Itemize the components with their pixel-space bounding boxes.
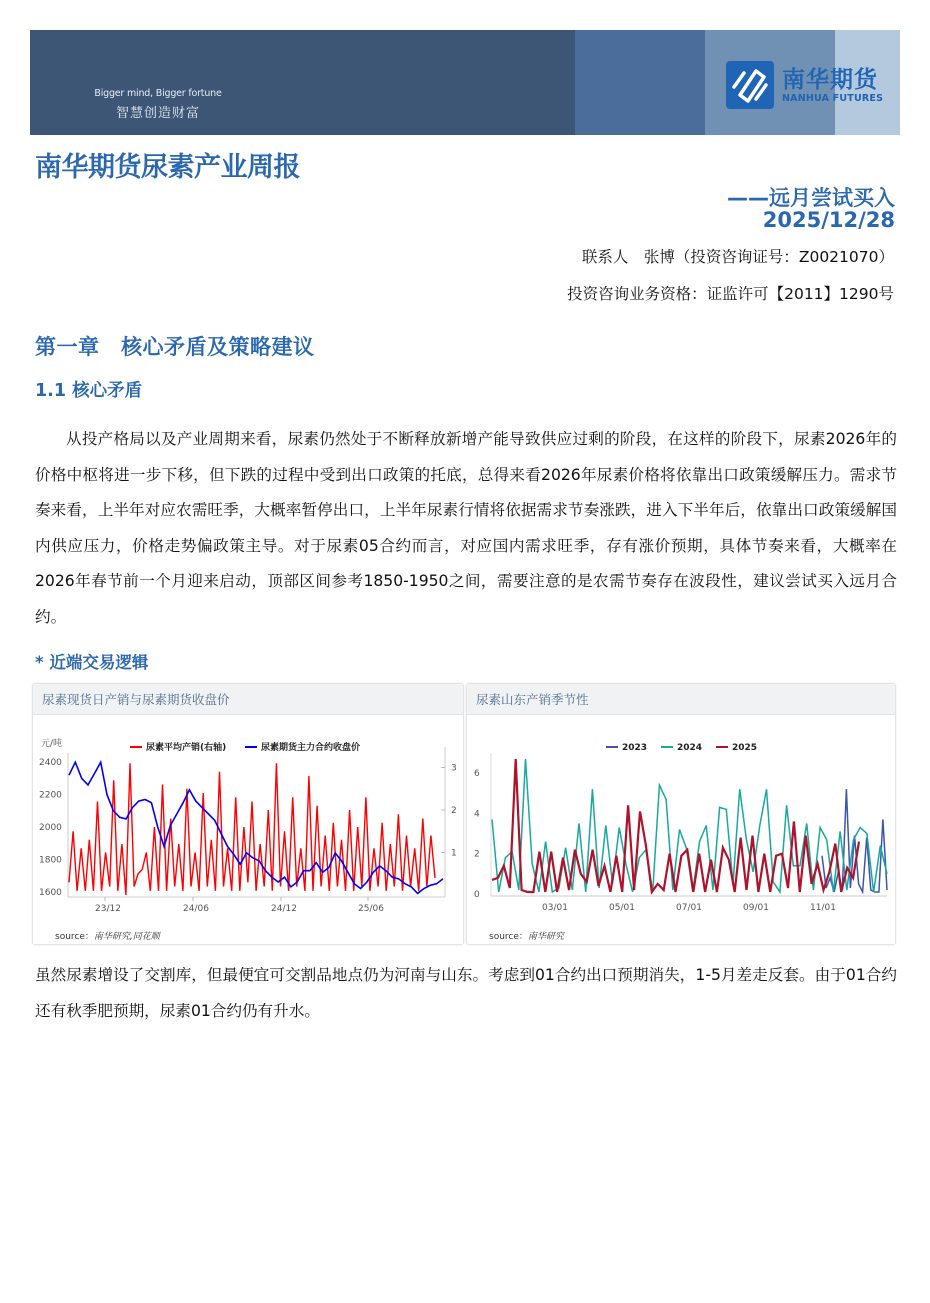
svg-text:3: 3 [451,763,457,774]
svg-text:2024: 2024 [677,743,703,753]
body-paragraph: 虽然尿素增设了交割库，但最便宜可交割品地点仍为河南与山东。考虑到01合约出口预期消失，1-5月差走反套。由于01合约还有秋季肥预期，尿素01合约仍有升水。 [35,966,897,1020]
banner-stripe [575,30,705,135]
source-value: 南华研究 [527,932,564,942]
subsection-heading: * 近端交易逻辑 [35,653,149,672]
logo-en-text: NANHUA FUTURES [782,92,884,104]
report-subtitle: ——远月尝试买入 [727,186,895,210]
svg-text:0: 0 [474,890,480,900]
source-value: 南华研究,同花顺 [93,932,160,942]
svg-text:2: 2 [451,806,457,816]
svg-text:元/吨: 元/吨 [41,739,63,749]
qualification-info: 投资咨询业务资格：证监许可【2011】1290号 [567,285,894,303]
chart-title: 尿素山东产销季节性 [467,684,895,715]
svg-text:07/01: 07/01 [676,903,702,913]
svg-text:23/12: 23/12 [95,904,121,914]
svg-text:24/06: 24/06 [183,904,209,914]
svg-text:2: 2 [474,849,480,860]
svg-text:1: 1 [451,848,457,859]
chart-card-shandong-seasonality [466,683,896,945]
svg-text:2000: 2000 [39,823,62,833]
report-date: 2025/12/28 [762,208,895,232]
chapter-heading: 第一章 核心矛盾及策略建议 [35,335,315,359]
slogan-en: Bigger mind, Bigger fortune [94,88,222,99]
svg-text:2400: 2400 [39,758,62,769]
chart-source [489,929,564,942]
report-title: 南华期货尿素产业周报 [35,152,300,183]
svg-text:2025: 2025 [732,743,758,753]
svg-text:25/06: 25/06 [358,904,384,914]
svg-text:6: 6 [474,769,480,780]
nanhua-logo [726,61,883,109]
nanhua-logo-icon [726,61,774,109]
svg-text:2023: 2023 [622,743,648,753]
header-banner [30,30,900,135]
svg-text:4: 4 [474,809,480,820]
svg-text:24/12: 24/12 [271,904,297,914]
section-heading: 1.1 核心矛盾 [35,381,143,401]
slogan [88,88,228,121]
line-chart [467,715,896,925]
body-paragraph: 从投产格局以及产业周期来看，尿素仍然处于不断释放新增产能导致供应过剩的阶段，在这样的阶段下，尿素2026年的价格中枢将进一步下移，但下跌的过程中受到出口政策的托底，总得来看2026年尿素价格将依靠出口政策缓解压力。需求节奏来看，上半年对应农需旺季，大概率暂停出口，上半年尿素行情将依据需求节奏涨跌，进入下半年后，依靠出口政策缓解国内供应压力，价格走势偏政策主导。对于尿素05合约而言，对应国内需求旺季，存有涨价预期，具体节奏来看，大概率在2026年春节前一个月迎来启动，顶部区间参考1850-1950之间，需要注意的是农需节奏存在波段性，建议尝试买入远月合约。 [35,430,897,626]
svg-text:尿素平均产销(右轴): 尿素平均产销(右轴) [146,743,227,753]
svg-text:尿素期货主力合约收盘价: 尿素期货主力合约收盘价 [261,743,361,753]
source-label: source： [489,932,528,942]
svg-text:2200: 2200 [39,790,62,801]
svg-text:03/01: 03/01 [542,903,568,913]
svg-text:05/01: 05/01 [609,903,635,913]
svg-text:1600: 1600 [39,887,62,898]
slogan-cn: 智慧创造财富 [115,106,200,121]
line-chart [33,715,464,925]
chart-title: 尿素现货日产销与尿素期货收盘价 [33,684,463,715]
svg-text:1800: 1800 [39,855,62,866]
contact-info: 联系人 张博（投资咨询证号：Z0021070） [581,248,894,266]
svg-text:09/01: 09/01 [743,903,769,913]
source-label: source： [55,932,94,942]
chart-card-production-vs-futures [32,683,464,945]
svg-text:11/01: 11/01 [810,903,836,913]
chart-source [55,929,160,942]
logo-cn-text: 南华期货 [782,66,878,93]
